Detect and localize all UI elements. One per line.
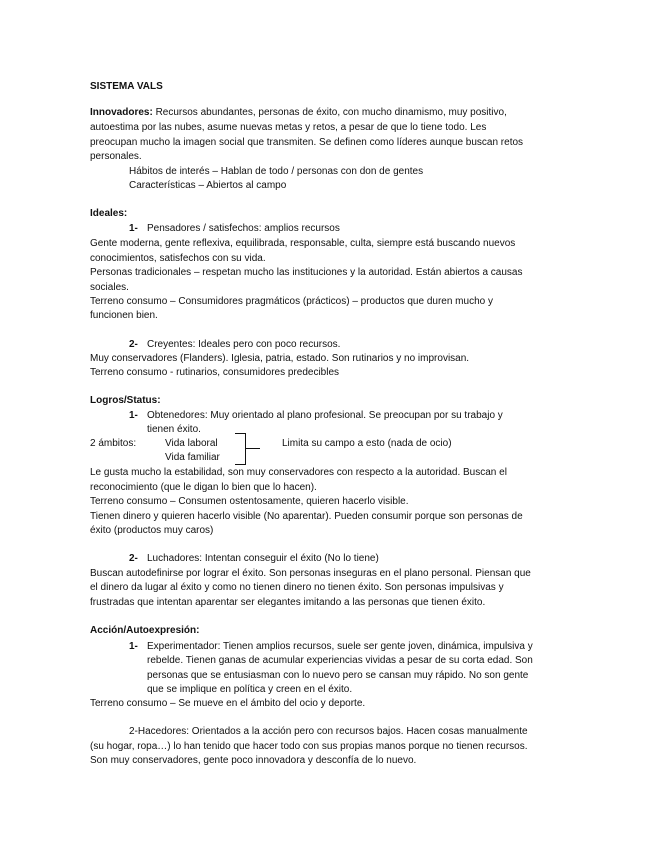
innovadores-paragraph-line	[90, 106, 507, 119]
bracket-connector-tick	[246, 448, 260, 449]
accion-item2-line: (su hogar, ropa…) lo han tenido que hacer todo con sus propias manos porque no tienen recursos.	[90, 741, 528, 752]
accion-item1-line: Experimentador: Tienen amplios recursos, suele ser gente joven, dinámica, impulsiva y	[147, 641, 533, 652]
ideales-item2-line: Muy conservadores (Flanders). Iglesia, patria, estado. Son rutinarios y no improvisan.	[90, 353, 470, 364]
accion-item1-terreno: Terreno consumo – Se mueve en el ámbito del ocio y deporte.	[90, 698, 366, 709]
ideales-item1-line: sociales.	[90, 282, 129, 293]
logros-item1-line: Terreno consumo – Consumen ostentosamente, quieren hacerlo visible.	[90, 496, 409, 507]
logros-heading: Logros/Status:	[90, 395, 161, 406]
ideales-item2-line: Terreno consumo - rutinarios, consumidores predecibles	[90, 367, 340, 378]
logros-item1-line: reconocimiento (que le digan lo bien que lo hacen).	[90, 482, 317, 493]
logros-item2-title: Luchadores: Intentan conseguir el éxito (No lo tiene)	[147, 553, 379, 564]
ambito-note: Limita su campo a esto (nada de ocio)	[282, 438, 452, 449]
logros-item2-line: el dinero da lugar al éxito y como no tienen dinero no tienen éxito. Son personas impulsivas y	[90, 582, 504, 593]
ideales-item1-line: Terreno consumo – Consumidores pragmáticos (prácticos) – productos que duren mucho y	[90, 296, 493, 307]
ideales-item2-title: Creyentes: Ideales pero con poco recursos.	[147, 339, 341, 350]
ideales-item1-number: 1-	[129, 223, 138, 234]
ideales-item1-line: funcionen bien.	[90, 310, 158, 321]
logros-item1-number: 1-	[129, 410, 138, 421]
ideales-heading: Ideales:	[90, 208, 128, 219]
logros-item2-number: 2-	[129, 553, 138, 564]
logros-item1-line: Le gusta mucho la estabilidad, son muy conservadores con respecto a la autoridad. Buscan el	[90, 467, 507, 478]
logros-item2-line: frustradas que intentan aparentar ser elegantes imitando a las personas que tienen éxito.	[90, 597, 486, 608]
bracket-connector	[235, 433, 246, 465]
ideales-item2-number: 2-	[129, 339, 138, 350]
innovadores-caracteristicas: Características – Abiertos al campo	[129, 180, 287, 191]
logros-item1-title: tienen éxito.	[147, 424, 201, 435]
document-title: SISTEMA VALS	[90, 81, 163, 92]
innovadores-text-line: autoestima por las nubes, asume nuevas metas y retos, a pesar de que lo tiene todo. Les	[90, 122, 487, 133]
innovadores-text: Recursos abundantes, personas de éxito, con mucho dinamismo, muy positivo,	[152, 107, 507, 118]
ideales-item1-line: Personas tradicionales – respetan mucho las instituciones y la autoridad. Están abiertos a causas	[90, 267, 523, 278]
innovadores-heading: Innovadores:	[90, 107, 153, 118]
accion-item1-line: rebelde. Tienen ganas de acumular experiencias vividas a pesar de su corta edad. Son	[147, 655, 533, 666]
logros-item1-title: Obtenedores: Muy orientado al plano profesional. Se preocupan por su trabajo y	[147, 410, 503, 421]
ambitos-label: 2 ámbitos:	[90, 438, 137, 449]
logros-item2-line: Buscan autodefinirse por lograr el éxito. Son personas inseguras en el plano personal. Piensan que	[90, 568, 531, 579]
logros-item1-line: éxito (productos muy caros)	[90, 525, 214, 536]
innovadores-habitos: Hábitos de interés – Hablan de todo / personas con don de gentes	[129, 166, 424, 177]
ambito-vida-laboral: Vida laboral	[165, 438, 218, 449]
logros-item1-line: Tienen dinero y quieren hacerlo visible (No aparentar). Pueden consumir porque son personas de	[90, 511, 523, 522]
innovadores-text-line: preocupan mucho la imagen social que transmiten. Se definen como líderes aunque buscan retos	[90, 137, 524, 148]
ideales-item1-title: Pensadores / satisfechos: amplios recursos	[147, 223, 340, 234]
ideales-item1-line: conocimientos, satisfechos con su vida.	[90, 253, 266, 264]
accion-item2-line: 2-Hacedores: Orientados a la acción pero con recursos bajos. Hacen cosas manualmente	[129, 726, 528, 737]
accion-item1-line: que se implique en política y creen en el éxito.	[147, 684, 353, 695]
accion-item1-number: 1-	[129, 641, 138, 652]
ideales-item1-line: Gente moderna, gente reflexiva, equilibrada, responsable, culta, siempre está buscando nuevos	[90, 238, 516, 249]
ambito-vida-familiar: Vida familiar	[165, 452, 220, 463]
accion-item1-line: personas que se entusiasman con lo nuevo pero se cansan muy rápido. No son gente	[147, 670, 529, 681]
accion-heading: Acción/Autoexpresión:	[90, 625, 200, 636]
innovadores-text-line: personales.	[90, 151, 142, 162]
accion-item2-line: Son muy conservadores, gente poco innovadora y desconfía de lo nuevo.	[90, 755, 417, 766]
